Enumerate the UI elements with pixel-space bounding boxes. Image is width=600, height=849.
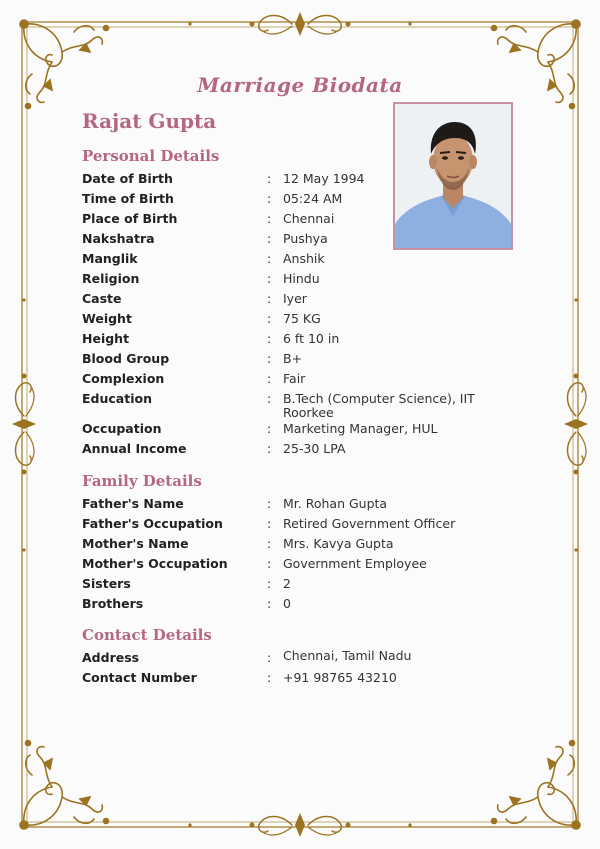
row-separator: : — [267, 251, 272, 266]
row-value: 2 — [283, 576, 291, 591]
row-value: Anshik — [283, 251, 325, 266]
row-separator: : — [267, 331, 272, 346]
row-label: Height — [82, 331, 130, 346]
row-value: 0 — [283, 596, 291, 611]
row-label: Annual Income — [82, 441, 187, 456]
row-label: Time of Birth — [82, 191, 174, 206]
row-value: Hindu — [283, 271, 320, 286]
row-label: Father's Name — [82, 496, 184, 511]
section-title-personal: Personal Details — [82, 147, 220, 165]
row-separator: : — [267, 556, 272, 571]
row-label: Contact Number — [82, 670, 197, 685]
row-separator: : — [267, 596, 272, 611]
section-title-contact: Contact Details — [82, 626, 212, 644]
row-value: B.Tech (Computer Science), IIT Roorkee — [283, 391, 475, 420]
row-label: Weight — [82, 311, 132, 326]
row-separator: : — [267, 371, 272, 386]
row-label: Caste — [82, 291, 122, 306]
row-value: Pushya — [283, 231, 328, 246]
row-label: Blood Group — [82, 351, 170, 366]
row-label: Address — [82, 650, 140, 665]
candidate-name: Rajat Gupta — [82, 109, 217, 133]
row-label: Brothers — [82, 596, 144, 611]
row-label: Education — [82, 391, 152, 406]
row-value: Mr. Rohan Gupta — [283, 496, 388, 511]
row-label: Occupation — [82, 421, 162, 436]
row-label: Nakshatra — [82, 231, 155, 246]
row-value: 6 ft 10 in — [283, 331, 340, 346]
row-separator: : — [267, 211, 272, 226]
row-label: Manglik — [82, 251, 138, 266]
row-separator: : — [267, 670, 272, 685]
row-label: Mother's Name — [82, 536, 189, 551]
row-value: Marketing Manager, HUL — [283, 421, 438, 436]
row-separator: : — [267, 650, 272, 665]
row-separator: : — [267, 191, 272, 206]
row-separator: : — [267, 576, 272, 591]
row-value: Retired Government Officer — [283, 516, 456, 531]
row-label: Date of Birth — [82, 171, 173, 186]
row-separator: : — [267, 291, 272, 306]
row-separator: : — [267, 441, 272, 456]
row-value: 05:24 AM — [283, 191, 343, 206]
row-separator: : — [267, 271, 272, 286]
row-value: 12 May 1994 — [283, 171, 365, 186]
row-value: Chennai, Tamil Nadu — [283, 648, 412, 663]
row-separator: : — [267, 516, 272, 531]
row-value: 75 KG — [283, 311, 321, 326]
row-label: Mother's Occupation — [82, 556, 228, 571]
row-separator: : — [267, 171, 272, 186]
row-value: B+ — [283, 351, 303, 366]
row-label: Place of Birth — [82, 211, 178, 226]
row-label: Religion — [82, 271, 140, 286]
row-label: Complexion — [82, 371, 165, 386]
row-label: Sisters — [82, 576, 131, 591]
row-value: Iyer — [283, 291, 307, 306]
row-value: Chennai — [283, 211, 335, 226]
row-separator: : — [267, 421, 272, 436]
row-separator: : — [267, 311, 272, 326]
row-separator: : — [267, 391, 272, 406]
row-separator: : — [267, 496, 272, 511]
document-title: Marriage Biodata — [197, 73, 403, 97]
row-label: Father's Occupation — [82, 516, 223, 531]
row-value: Government Employee — [283, 556, 427, 571]
row-separator: : — [267, 231, 272, 246]
row-value: Mrs. Kavya Gupta — [283, 536, 394, 551]
row-separator: : — [267, 351, 272, 366]
row-value: Fair — [283, 371, 306, 386]
row-value: 25-30 LPA — [283, 441, 346, 456]
row-separator: : — [267, 536, 272, 551]
row-value: +91 98765 43210 — [283, 670, 397, 685]
section-title-family: Family Details — [82, 472, 202, 490]
